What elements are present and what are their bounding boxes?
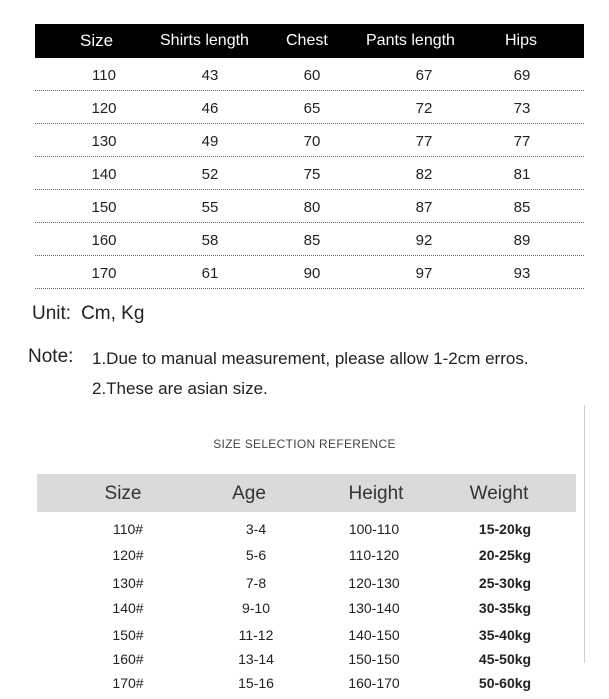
cell-size: 130: [91, 133, 117, 150]
cell-weight: 15-20kg: [478, 521, 532, 537]
cell-height: 100-110: [348, 521, 400, 537]
cell-chest: 90: [303, 265, 321, 282]
cell-shirts-length: 43: [201, 67, 219, 84]
header-height: Height: [348, 483, 404, 504]
unit-value: Cm, Kg: [81, 303, 145, 324]
table-row: [37, 575, 576, 599]
cell-chest: 85: [303, 232, 321, 249]
header-pants-length: Pants length: [366, 32, 455, 49]
table-row: [37, 675, 576, 699]
cell-size: 150#: [112, 627, 144, 643]
cell-weight: 30-35kg: [478, 600, 532, 616]
cell-age: 15-16: [238, 675, 274, 691]
cell-size: 140: [91, 166, 117, 183]
note-line-1: 1.Due to manual measurement, please allow 1-2cm erros.: [92, 349, 529, 368]
cell-size: 120: [91, 100, 117, 117]
size-measurement-table: [35, 24, 584, 289]
cell-shirts-length: 61: [201, 265, 219, 282]
cell-size: 150: [91, 199, 117, 216]
cell-pants-length: 82: [415, 166, 433, 183]
header-size: Size: [80, 31, 114, 50]
table-row: [35, 157, 584, 190]
cell-size: 120#: [112, 547, 144, 563]
cell-age: 9-10: [241, 600, 271, 616]
cell-age: 13-14: [238, 651, 274, 667]
cell-shirts-length: 46: [201, 100, 219, 117]
table-row: [37, 521, 576, 545]
reference-table-header: [37, 474, 576, 512]
header-hips: Hips: [505, 32, 538, 49]
cell-shirts-length: 58: [201, 232, 219, 249]
cell-weight: 35-40kg: [478, 627, 532, 643]
unit-line: [32, 303, 144, 325]
cell-pants-length: 67: [415, 67, 433, 84]
cell-age: 7-8: [245, 575, 267, 591]
unit-label: Unit:: [32, 303, 72, 324]
cell-chest: 80: [303, 199, 321, 216]
table-row: [35, 91, 584, 124]
cell-hips: 69: [513, 67, 531, 84]
cell-pants-length: 87: [415, 199, 433, 216]
table-row: [35, 124, 584, 157]
table-row: [37, 547, 576, 571]
cell-shirts-length: 49: [201, 133, 219, 150]
cell-pants-length: 72: [415, 100, 433, 117]
cell-hips: 73: [513, 100, 531, 117]
table-row: [37, 651, 576, 675]
cell-size: 140#: [112, 600, 144, 616]
cell-chest: 75: [303, 166, 321, 183]
note-line-2: 2.These are asian size.: [92, 379, 268, 398]
cell-hips: 93: [513, 265, 531, 282]
cell-hips: 85: [513, 199, 531, 216]
cell-size: 160#: [112, 651, 144, 667]
cell-size: 170: [91, 265, 117, 282]
table-row: [35, 256, 584, 289]
cell-height: 140-150: [348, 627, 400, 643]
cell-height: 110-120: [348, 547, 400, 563]
cell-weight: 25-30kg: [478, 575, 532, 591]
header-age: Age: [232, 483, 266, 504]
cell-weight: 50-60kg: [478, 675, 532, 691]
cell-chest: 65: [303, 100, 321, 117]
size-table-header: [35, 24, 584, 58]
cell-size: 130#: [112, 575, 144, 591]
cell-chest: 70: [303, 133, 321, 150]
cell-pants-length: 77: [415, 133, 433, 150]
cell-height: 160-170: [348, 675, 400, 691]
table-row: [35, 190, 584, 223]
cell-chest: 60: [303, 67, 321, 84]
cell-height: 120-130: [348, 575, 400, 591]
cell-size: 110: [92, 67, 116, 84]
table-row: [35, 223, 584, 256]
cell-age: 5-6: [245, 547, 267, 563]
cell-age: 3-4: [245, 521, 267, 537]
cell-hips: 89: [513, 232, 531, 249]
cell-weight: 20-25kg: [478, 547, 532, 563]
table-row: [35, 58, 584, 91]
cell-hips: 81: [513, 166, 531, 183]
reference-title: SIZE SELECTION REFERENCE: [213, 437, 396, 451]
cell-pants-length: 97: [415, 265, 433, 282]
cell-height: 150-150: [348, 651, 400, 667]
table-row: [37, 600, 576, 624]
cell-shirts-length: 55: [201, 199, 219, 216]
cell-size: 160: [91, 232, 117, 249]
cell-weight: 45-50kg: [478, 651, 532, 667]
header-shirts-length: Shirts length: [160, 32, 249, 49]
header-weight: Weight: [469, 483, 529, 504]
table-row: [37, 627, 576, 651]
note-label: Note:: [28, 346, 74, 367]
cell-hips: 77: [513, 133, 531, 150]
header-size: Size: [104, 483, 142, 504]
cell-size: 170#: [112, 675, 144, 691]
cell-pants-length: 92: [415, 232, 433, 249]
cell-size: 110#: [112, 521, 144, 537]
cell-age: 11-12: [238, 627, 274, 643]
header-chest: Chest: [286, 32, 328, 49]
cell-height: 130-140: [348, 600, 400, 616]
cell-shirts-length: 52: [201, 166, 219, 183]
